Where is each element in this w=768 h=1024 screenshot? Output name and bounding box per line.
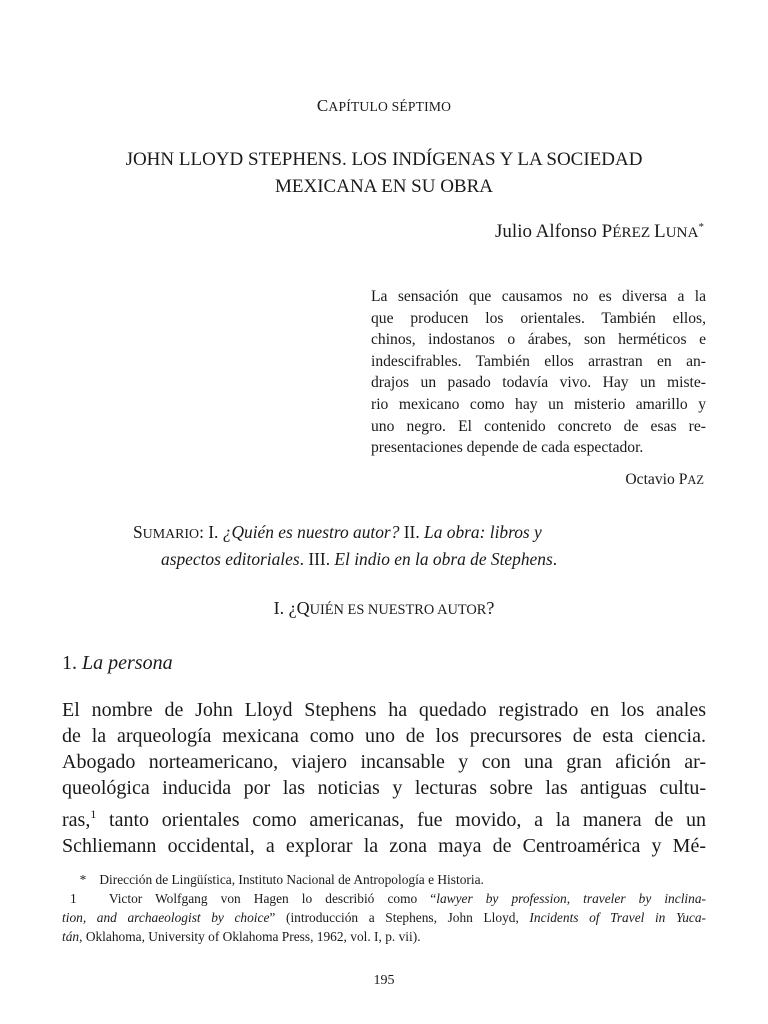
body-line	[62, 801, 706, 833]
footnote-1-book-title-part-1: Incidents of Travel in Yuca-	[529, 910, 706, 925]
footnote-1-quote-close: ”	[269, 910, 276, 925]
footnote-star-mark: *	[79, 872, 87, 887]
section-heading-initial: Q	[296, 598, 310, 618]
footnote-1-book-title-part-2: tán	[62, 929, 80, 944]
subsection-title: La persona	[82, 652, 173, 674]
footnote-reference-1: 1	[90, 807, 97, 821]
footnotes	[62, 870, 706, 946]
epigraph-line: uno negro. El contenido concreto de esas re-	[371, 417, 706, 435]
body-line: queológica inducida por las noticias y lecturas sobre las antiguas cultu-	[62, 777, 706, 799]
footnote-1-quote-open: “	[430, 891, 437, 906]
footnote-star-text: Dirección de Lingüística, Instituto Nacional de Antropología e Historia.	[99, 872, 484, 887]
summary-item-3: El indio en la obra de Stephens	[334, 549, 553, 569]
footnote-1-text-3: , Oklahoma, University of Oklahoma Press, 1962, vol. I, p. vii).	[79, 929, 421, 944]
footnote-1-quote-part-1: lawyer by profession, traveler by inclina-	[436, 891, 706, 906]
author-surname-2-initial: L	[653, 221, 666, 242]
body-paragraph	[62, 697, 706, 859]
footnote-star	[62, 870, 706, 889]
chapter-heading	[0, 96, 768, 116]
section-heading-number: I. ¿	[273, 598, 297, 618]
footnote-1-quote-part-2: tion, and archaeologist by choice	[62, 910, 270, 925]
subsection-heading	[62, 652, 173, 675]
author-byline	[495, 221, 704, 243]
body-text-run: tanto orientales como americanas, fue movido, a la manera de un	[96, 809, 706, 831]
footnote-1-text: Victor Wolfgang von Hagen lo describió como	[108, 891, 431, 906]
epigraph	[371, 286, 706, 459]
summary-number-1: I.	[208, 522, 223, 542]
summary-label-rest: UMARIO	[142, 527, 200, 542]
summary-item-2-part-1: La obra: libros y	[424, 522, 542, 542]
summary-item-2-part-2: aspectos editoriales	[161, 549, 300, 569]
footnote-1-line-3	[62, 927, 706, 946]
author-given-name: Julio Alfonso	[495, 221, 602, 242]
author-surname-2-rest: UNA	[665, 224, 699, 241]
summary-item-1: ¿Quién es nuestro autor?	[222, 522, 400, 542]
section-heading-rest: UIÉN ES NUESTRO AUTOR	[309, 602, 487, 618]
epigraph-line: La sensación que causamos no es diversa a la	[371, 288, 706, 305]
author-footnote-mark: *	[698, 221, 704, 233]
summary-number-3: . III.	[299, 549, 335, 569]
summary-colon: :	[199, 522, 209, 542]
summary-end: .	[552, 549, 558, 569]
epigraph-line: chinos, indostanos o árabes, son herméticos e	[371, 331, 706, 349]
footnote-1-text-2: (introducción a Stephens, John Lloyd,	[275, 910, 530, 925]
article-title-line-2: MEXICANA EN SU OBRA	[275, 176, 493, 197]
body-line: El nombre de John Lloyd Stephens ha quedado registrado en los anales	[62, 699, 706, 721]
page-number: 195	[373, 973, 395, 988]
article-title	[0, 146, 768, 200]
epigraph-line: rio mexicano como hay un misterio amarillo y	[371, 395, 706, 413]
author-surname-1-rest: ÉREZ	[612, 224, 654, 241]
epigraph-attribution-surname-initial: P	[678, 471, 688, 488]
epigraph-line: indescifrables. También ellos arrastran en an-	[371, 352, 706, 370]
chapter-heading-initial: C	[316, 96, 329, 115]
epigraph-line: que producen los orientales. También ellos,	[371, 309, 706, 327]
epigraph-attribution-surname-rest: AZ	[687, 473, 704, 487]
footnote-1-line-2	[62, 908, 706, 927]
section-heading	[0, 598, 768, 619]
summary-label-initial: S	[133, 522, 143, 542]
body-line: Abogado norteamericano, viajero incansable y con una gran afición ar-	[62, 751, 706, 773]
section-heading-end: ?	[486, 598, 495, 618]
summary-number-2: II.	[399, 522, 425, 542]
epigraph-line: drajos un pasado todavía vivo. Hay un miste-	[371, 374, 706, 392]
subsection-number: 1.	[62, 652, 82, 674]
body-text-run: ras,	[62, 809, 91, 831]
body-line: Schliemann occidental, a explorar la zona maya de Centroamérica y Mé-	[62, 835, 706, 857]
chapter-heading-rest: APÍTULO SÉPTIMO	[328, 99, 452, 114]
epigraph-attribution	[625, 471, 704, 489]
article-title-line-1: JOHN LLOYD STEPHENS. LOS INDÍGENAS Y LA SOCIEDAD	[125, 149, 643, 170]
author-surname-1-initial: P	[601, 221, 613, 242]
body-line: de la arqueología mexicana como uno de los precursores de esta ciencia.	[62, 725, 706, 747]
footnote-1-mark: 1	[70, 891, 77, 906]
epigraph-attribution-given: Octavio	[625, 471, 679, 488]
footnote-1-line-1	[62, 889, 706, 908]
summary-line-2	[133, 547, 633, 572]
summary	[133, 520, 633, 572]
footnote-1	[62, 889, 706, 946]
epigraph-line: presentaciones depende de cada espectador.	[371, 439, 644, 457]
